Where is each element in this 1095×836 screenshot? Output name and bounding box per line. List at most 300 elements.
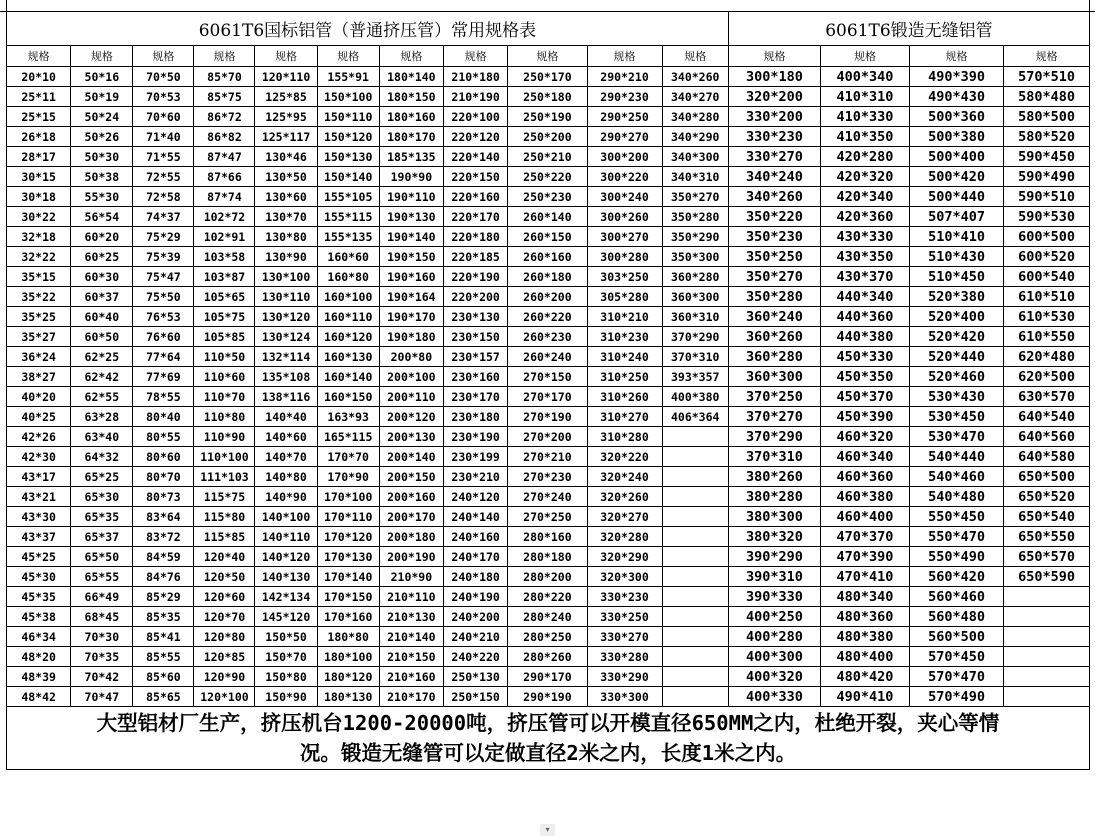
extruded-spec-cell[interactable]: 36*24 xyxy=(7,347,71,367)
extruded-spec-cell[interactable]: 340*260 xyxy=(662,67,728,87)
extruded-spec-cell[interactable]: 50*38 xyxy=(71,167,133,187)
extruded-spec-cell[interactable]: 320*240 xyxy=(587,467,662,487)
extruded-spec-cell[interactable]: 290*230 xyxy=(587,87,662,107)
forged-spec-cell[interactable]: 330*270 xyxy=(728,147,820,167)
extruded-spec-cell[interactable]: 85*29 xyxy=(133,587,194,607)
extruded-spec-cell[interactable]: 230*199 xyxy=(444,447,508,467)
forged-spec-cell[interactable]: 470*410 xyxy=(821,567,910,587)
forged-spec-cell[interactable]: 380*280 xyxy=(728,487,820,507)
extruded-spec-cell[interactable] xyxy=(662,487,728,507)
extruded-spec-cell[interactable]: 135*108 xyxy=(255,367,317,387)
extruded-spec-cell[interactable]: 48*20 xyxy=(7,647,71,667)
extruded-spec-cell[interactable]: 300*280 xyxy=(587,247,662,267)
extruded-spec-cell[interactable]: 180*170 xyxy=(379,127,443,147)
forged-spec-cell[interactable]: 640*540 xyxy=(1004,407,1090,427)
extruded-spec-cell[interactable]: 190*150 xyxy=(379,247,443,267)
extruded-spec-cell[interactable]: 150*90 xyxy=(255,687,317,707)
extruded-spec-cell[interactable] xyxy=(662,647,728,667)
extruded-spec-cell[interactable]: 130*100 xyxy=(255,267,317,287)
forged-spec-cell[interactable]: 440*380 xyxy=(821,327,910,347)
extruded-spec-cell[interactable]: 50*19 xyxy=(71,87,133,107)
extruded-spec-cell[interactable]: 87*66 xyxy=(194,167,255,187)
extruded-spec-cell[interactable]: 190*110 xyxy=(379,187,443,207)
extruded-spec-cell[interactable]: 60*50 xyxy=(71,327,133,347)
extruded-spec-cell[interactable]: 150*80 xyxy=(255,667,317,687)
extruded-spec-cell[interactable]: 200*110 xyxy=(379,387,443,407)
forged-spec-cell[interactable]: 590*510 xyxy=(1004,187,1090,207)
extruded-spec-cell[interactable]: 310*210 xyxy=(587,307,662,327)
extruded-spec-cell[interactable]: 155*135 xyxy=(317,227,379,247)
extruded-spec-cell[interactable]: 130*80 xyxy=(255,227,317,247)
extruded-spec-cell[interactable]: 185*135 xyxy=(379,147,443,167)
extruded-spec-cell[interactable]: 260*220 xyxy=(508,307,587,327)
extruded-spec-cell[interactable]: 250*170 xyxy=(508,67,587,87)
extruded-spec-cell[interactable]: 200*150 xyxy=(379,467,443,487)
extruded-spec-cell[interactable]: 250*130 xyxy=(444,667,508,687)
extruded-spec-cell[interactable]: 280*220 xyxy=(508,587,587,607)
extruded-spec-cell[interactable]: 80*70 xyxy=(133,467,194,487)
forged-spec-cell[interactable]: 420*280 xyxy=(821,147,910,167)
extruded-spec-cell[interactable]: 30*18 xyxy=(7,187,71,207)
extruded-spec-cell[interactable]: 160*100 xyxy=(317,287,379,307)
extruded-spec-cell[interactable]: 300*270 xyxy=(587,227,662,247)
extruded-spec-cell[interactable]: 50*16 xyxy=(71,67,133,87)
forged-spec-cell[interactable]: 570*470 xyxy=(909,667,1003,687)
extruded-spec-cell[interactable]: 65*30 xyxy=(71,487,133,507)
forged-spec-cell[interactable]: 610*550 xyxy=(1004,327,1090,347)
extruded-spec-cell[interactable]: 280*250 xyxy=(508,627,587,647)
extruded-spec-cell[interactable]: 180*150 xyxy=(379,87,443,107)
extruded-spec-cell[interactable]: 220*170 xyxy=(444,207,508,227)
extruded-spec-cell[interactable]: 240*220 xyxy=(444,647,508,667)
extruded-spec-cell[interactable]: 180*120 xyxy=(317,667,379,687)
extruded-spec-cell[interactable]: 270*170 xyxy=(508,387,587,407)
forged-spec-cell[interactable]: 360*280 xyxy=(728,347,820,367)
forged-spec-cell[interactable]: 390*290 xyxy=(728,547,820,567)
extruded-spec-cell[interactable]: 310*240 xyxy=(587,347,662,367)
extruded-spec-cell[interactable]: 220*200 xyxy=(444,287,508,307)
forged-spec-cell[interactable]: 450*370 xyxy=(821,387,910,407)
forged-spec-cell[interactable] xyxy=(1004,687,1090,707)
forged-spec-cell[interactable]: 470*390 xyxy=(821,547,910,567)
extruded-spec-cell[interactable]: 142*134 xyxy=(255,587,317,607)
forged-spec-cell[interactable]: 480*380 xyxy=(821,627,910,647)
extruded-spec-cell[interactable]: 62*25 xyxy=(71,347,133,367)
extruded-spec-cell[interactable]: 190*90 xyxy=(379,167,443,187)
forged-spec-cell[interactable] xyxy=(1004,607,1090,627)
extruded-spec-cell[interactable]: 290*270 xyxy=(587,127,662,147)
extruded-spec-cell[interactable]: 30*22 xyxy=(7,207,71,227)
extruded-spec-cell[interactable]: 140*130 xyxy=(255,567,317,587)
forged-spec-cell[interactable]: 370*290 xyxy=(728,427,820,447)
extruded-spec-cell[interactable]: 75*29 xyxy=(133,227,194,247)
forged-spec-cell[interactable]: 460*320 xyxy=(821,427,910,447)
extruded-spec-cell[interactable]: 320*280 xyxy=(587,527,662,547)
extruded-spec-cell[interactable]: 260*200 xyxy=(508,287,587,307)
extruded-spec-cell[interactable]: 85*41 xyxy=(133,627,194,647)
forged-spec-cell[interactable]: 450*390 xyxy=(821,407,910,427)
extruded-spec-cell[interactable]: 70*47 xyxy=(71,687,133,707)
extruded-spec-cell[interactable]: 25*11 xyxy=(7,87,71,107)
extruded-spec-cell[interactable]: 42*30 xyxy=(7,447,71,467)
extruded-spec-cell[interactable]: 62*42 xyxy=(71,367,133,387)
extruded-spec-cell[interactable]: 230*157 xyxy=(444,347,508,367)
forged-spec-cell[interactable]: 340*240 xyxy=(728,167,820,187)
forged-spec-cell[interactable]: 430*350 xyxy=(821,247,910,267)
extruded-spec-cell[interactable]: 85*35 xyxy=(133,607,194,627)
extruded-spec-cell[interactable]: 320*220 xyxy=(587,447,662,467)
extruded-spec-cell[interactable]: 260*180 xyxy=(508,267,587,287)
extruded-spec-cell[interactable]: 340*290 xyxy=(662,127,728,147)
extruded-spec-cell[interactable]: 35*22 xyxy=(7,287,71,307)
extruded-spec-cell[interactable]: 140*120 xyxy=(255,547,317,567)
extruded-spec-cell[interactable]: 310*270 xyxy=(587,407,662,427)
forged-spec-cell[interactable]: 580*500 xyxy=(1004,107,1090,127)
extruded-spec-cell[interactable] xyxy=(662,627,728,647)
extruded-spec-cell[interactable]: 290*170 xyxy=(508,667,587,687)
extruded-spec-cell[interactable]: 75*39 xyxy=(133,247,194,267)
extruded-spec-cell[interactable]: 43*30 xyxy=(7,507,71,527)
forged-spec-cell[interactable]: 460*400 xyxy=(821,507,910,527)
extruded-spec-cell[interactable]: 200*120 xyxy=(379,407,443,427)
extruded-spec-cell[interactable]: 270*190 xyxy=(508,407,587,427)
forged-spec-cell[interactable]: 540*440 xyxy=(909,447,1003,467)
extruded-spec-cell[interactable]: 62*55 xyxy=(71,387,133,407)
extruded-spec-cell[interactable]: 260*160 xyxy=(508,247,587,267)
extruded-spec-cell[interactable]: 230*180 xyxy=(444,407,508,427)
extruded-spec-cell[interactable]: 60*40 xyxy=(71,307,133,327)
forged-spec-cell[interactable]: 510*430 xyxy=(909,247,1003,267)
extruded-spec-cell[interactable]: 115*75 xyxy=(194,487,255,507)
extruded-spec-cell[interactable]: 180*100 xyxy=(317,647,379,667)
extruded-spec-cell[interactable]: 80*55 xyxy=(133,427,194,447)
forged-spec-cell[interactable]: 410*330 xyxy=(821,107,910,127)
extruded-spec-cell[interactable]: 360*310 xyxy=(662,307,728,327)
extruded-spec-cell[interactable] xyxy=(662,447,728,467)
extruded-spec-cell[interactable]: 160*80 xyxy=(317,267,379,287)
extruded-spec-cell[interactable]: 60*37 xyxy=(71,287,133,307)
forged-spec-cell[interactable]: 500*440 xyxy=(909,187,1003,207)
forged-spec-cell[interactable]: 507*407 xyxy=(909,207,1003,227)
extruded-spec-cell[interactable]: 160*130 xyxy=(317,347,379,367)
extruded-spec-cell[interactable]: 150*100 xyxy=(317,87,379,107)
extruded-spec-cell[interactable]: 43*37 xyxy=(7,527,71,547)
extruded-spec-cell[interactable]: 340*310 xyxy=(662,167,728,187)
extruded-spec-cell[interactable]: 85*75 xyxy=(194,87,255,107)
forged-spec-cell[interactable]: 490*390 xyxy=(909,67,1003,87)
extruded-spec-cell[interactable]: 330*230 xyxy=(587,587,662,607)
forged-spec-cell[interactable]: 650*550 xyxy=(1004,527,1090,547)
extruded-spec-cell[interactable]: 72*55 xyxy=(133,167,194,187)
forged-spec-cell[interactable]: 550*490 xyxy=(909,547,1003,567)
extruded-spec-cell[interactable]: 150*110 xyxy=(317,107,379,127)
extruded-spec-cell[interactable]: 77*64 xyxy=(133,347,194,367)
extruded-spec-cell[interactable]: 35*25 xyxy=(7,307,71,327)
extruded-spec-cell[interactable]: 63*40 xyxy=(71,427,133,447)
extruded-spec-cell[interactable]: 64*32 xyxy=(71,447,133,467)
extruded-spec-cell[interactable]: 200*80 xyxy=(379,347,443,367)
extruded-spec-cell[interactable]: 350*300 xyxy=(662,247,728,267)
extruded-spec-cell[interactable]: 240*160 xyxy=(444,527,508,547)
extruded-spec-cell[interactable]: 105*75 xyxy=(194,307,255,327)
extruded-spec-cell[interactable]: 120*90 xyxy=(194,667,255,687)
extruded-spec-cell[interactable]: 45*35 xyxy=(7,587,71,607)
extruded-spec-cell[interactable]: 180*80 xyxy=(317,627,379,647)
forged-spec-cell[interactable]: 340*260 xyxy=(728,187,820,207)
extruded-spec-cell[interactable]: 103*87 xyxy=(194,267,255,287)
extruded-spec-cell[interactable]: 70*53 xyxy=(133,87,194,107)
forged-spec-cell[interactable]: 360*260 xyxy=(728,327,820,347)
forged-spec-cell[interactable]: 400*280 xyxy=(728,627,820,647)
extruded-spec-cell[interactable] xyxy=(662,467,728,487)
extruded-spec-cell[interactable]: 170*110 xyxy=(317,507,379,527)
forged-spec-cell[interactable]: 300*180 xyxy=(728,67,820,87)
extruded-spec-cell[interactable]: 50*26 xyxy=(71,127,133,147)
extruded-spec-cell[interactable]: 160*110 xyxy=(317,307,379,327)
extruded-spec-cell[interactable]: 200*140 xyxy=(379,447,443,467)
extruded-spec-cell[interactable]: 170*120 xyxy=(317,527,379,547)
extruded-spec-cell[interactable]: 260*140 xyxy=(508,207,587,227)
extruded-spec-cell[interactable]: 260*150 xyxy=(508,227,587,247)
extruded-spec-cell[interactable]: 43*17 xyxy=(7,467,71,487)
extruded-spec-cell[interactable]: 300*240 xyxy=(587,187,662,207)
extruded-spec-cell[interactable]: 200*190 xyxy=(379,547,443,567)
extruded-spec-cell[interactable]: 170*90 xyxy=(317,467,379,487)
forged-spec-cell[interactable]: 640*560 xyxy=(1004,427,1090,447)
extruded-spec-cell[interactable]: 270*210 xyxy=(508,447,587,467)
forged-spec-cell[interactable]: 650*540 xyxy=(1004,507,1090,527)
extruded-spec-cell[interactable]: 220*120 xyxy=(444,127,508,147)
extruded-spec-cell[interactable]: 46*34 xyxy=(7,627,71,647)
extruded-spec-cell[interactable]: 350*280 xyxy=(662,207,728,227)
extruded-spec-cell[interactable]: 45*25 xyxy=(7,547,71,567)
extruded-spec-cell[interactable]: 85*60 xyxy=(133,667,194,687)
extruded-spec-cell[interactable]: 320*300 xyxy=(587,567,662,587)
extruded-spec-cell[interactable]: 190*164 xyxy=(379,287,443,307)
extruded-spec-cell[interactable]: 84*59 xyxy=(133,547,194,567)
extruded-spec-cell[interactable]: 210*170 xyxy=(379,687,443,707)
forged-spec-cell[interactable]: 530*430 xyxy=(909,387,1003,407)
forged-spec-cell[interactable]: 560*500 xyxy=(909,627,1003,647)
forged-spec-cell[interactable]: 320*200 xyxy=(728,87,820,107)
extruded-spec-cell[interactable]: 160*120 xyxy=(317,327,379,347)
forged-spec-cell[interactable]: 650*520 xyxy=(1004,487,1090,507)
extruded-spec-cell[interactable]: 86*72 xyxy=(194,107,255,127)
extruded-spec-cell[interactable]: 210*160 xyxy=(379,667,443,687)
extruded-spec-cell[interactable]: 190*180 xyxy=(379,327,443,347)
extruded-spec-cell[interactable]: 230*160 xyxy=(444,367,508,387)
extruded-spec-cell[interactable]: 210*110 xyxy=(379,587,443,607)
extruded-spec-cell[interactable]: 30*15 xyxy=(7,167,71,187)
extruded-spec-cell[interactable]: 190*170 xyxy=(379,307,443,327)
extruded-spec-cell[interactable]: 78*55 xyxy=(133,387,194,407)
extruded-spec-cell[interactable] xyxy=(662,427,728,447)
extruded-spec-cell[interactable]: 330*270 xyxy=(587,627,662,647)
extruded-spec-cell[interactable]: 320*270 xyxy=(587,507,662,527)
forged-spec-cell[interactable]: 380*260 xyxy=(728,467,820,487)
extruded-spec-cell[interactable]: 65*37 xyxy=(71,527,133,547)
extruded-spec-cell[interactable]: 130*60 xyxy=(255,187,317,207)
extruded-spec-cell[interactable]: 220*150 xyxy=(444,167,508,187)
extruded-spec-cell[interactable]: 65*55 xyxy=(71,567,133,587)
extruded-spec-cell[interactable]: 48*39 xyxy=(7,667,71,687)
forged-spec-cell[interactable]: 530*470 xyxy=(909,427,1003,447)
extruded-spec-cell[interactable]: 150*130 xyxy=(317,147,379,167)
forged-spec-cell[interactable]: 330*200 xyxy=(728,107,820,127)
extruded-spec-cell[interactable]: 130*120 xyxy=(255,307,317,327)
forged-spec-cell[interactable]: 440*340 xyxy=(821,287,910,307)
forged-spec-cell[interactable]: 470*370 xyxy=(821,527,910,547)
extruded-spec-cell[interactable]: 280*200 xyxy=(508,567,587,587)
extruded-spec-cell[interactable]: 140*70 xyxy=(255,447,317,467)
forged-spec-cell[interactable]: 480*360 xyxy=(821,607,910,627)
forged-spec-cell[interactable]: 480*400 xyxy=(821,647,910,667)
extruded-spec-cell[interactable]: 230*190 xyxy=(444,427,508,447)
extruded-spec-cell[interactable]: 310*230 xyxy=(587,327,662,347)
extruded-spec-cell[interactable]: 76*53 xyxy=(133,307,194,327)
extruded-spec-cell[interactable]: 50*24 xyxy=(71,107,133,127)
forged-spec-cell[interactable]: 560*420 xyxy=(909,567,1003,587)
forged-spec-cell[interactable]: 650*590 xyxy=(1004,567,1090,587)
forged-spec-cell[interactable]: 520*400 xyxy=(909,307,1003,327)
forged-spec-cell[interactable]: 580*480 xyxy=(1004,87,1090,107)
extruded-spec-cell[interactable]: 280*240 xyxy=(508,607,587,627)
forged-spec-cell[interactable]: 500*400 xyxy=(909,147,1003,167)
extruded-spec-cell[interactable] xyxy=(662,587,728,607)
extruded-spec-cell[interactable]: 260*230 xyxy=(508,327,587,347)
extruded-spec-cell[interactable]: 310*260 xyxy=(587,387,662,407)
forged-spec-cell[interactable]: 400*300 xyxy=(728,647,820,667)
extruded-spec-cell[interactable]: 103*58 xyxy=(194,247,255,267)
extruded-spec-cell[interactable]: 130*46 xyxy=(255,147,317,167)
extruded-spec-cell[interactable]: 140*90 xyxy=(255,487,317,507)
forged-spec-cell[interactable]: 550*450 xyxy=(909,507,1003,527)
extruded-spec-cell[interactable]: 87*74 xyxy=(194,187,255,207)
extruded-spec-cell[interactable]: 85*55 xyxy=(133,647,194,667)
forged-spec-cell[interactable]: 580*520 xyxy=(1004,127,1090,147)
extruded-spec-cell[interactable]: 120*50 xyxy=(194,567,255,587)
forged-spec-cell[interactable]: 480*340 xyxy=(821,587,910,607)
forged-spec-cell[interactable]: 520*460 xyxy=(909,367,1003,387)
forged-spec-cell[interactable]: 560*480 xyxy=(909,607,1003,627)
extruded-spec-cell[interactable]: 180*130 xyxy=(317,687,379,707)
extruded-spec-cell[interactable]: 220*140 xyxy=(444,147,508,167)
forged-spec-cell[interactable]: 550*470 xyxy=(909,527,1003,547)
extruded-spec-cell[interactable]: 65*35 xyxy=(71,507,133,527)
extruded-spec-cell[interactable]: 330*280 xyxy=(587,647,662,667)
extruded-spec-cell[interactable]: 240*140 xyxy=(444,507,508,527)
extruded-spec-cell[interactable]: 63*28 xyxy=(71,407,133,427)
forged-spec-cell[interactable]: 390*310 xyxy=(728,567,820,587)
forged-spec-cell[interactable]: 510*410 xyxy=(909,227,1003,247)
extruded-spec-cell[interactable]: 155*105 xyxy=(317,187,379,207)
extruded-spec-cell[interactable]: 180*140 xyxy=(379,67,443,87)
extruded-spec-cell[interactable]: 140*40 xyxy=(255,407,317,427)
extruded-spec-cell[interactable]: 70*30 xyxy=(71,627,133,647)
extruded-spec-cell[interactable]: 140*110 xyxy=(255,527,317,547)
extruded-spec-cell[interactable]: 110*80 xyxy=(194,407,255,427)
extruded-spec-cell[interactable]: 310*250 xyxy=(587,367,662,387)
forged-spec-cell[interactable]: 480*420 xyxy=(821,667,910,687)
forged-spec-cell[interactable]: 540*460 xyxy=(909,467,1003,487)
extruded-spec-cell[interactable]: 130*70 xyxy=(255,207,317,227)
forged-spec-cell[interactable]: 640*580 xyxy=(1004,447,1090,467)
forged-spec-cell[interactable]: 410*310 xyxy=(821,87,910,107)
forged-spec-cell[interactable]: 490*430 xyxy=(909,87,1003,107)
forged-spec-cell[interactable]: 500*380 xyxy=(909,127,1003,147)
extruded-spec-cell[interactable]: 130*110 xyxy=(255,287,317,307)
extruded-spec-cell[interactable]: 200*130 xyxy=(379,427,443,447)
extruded-spec-cell[interactable]: 76*60 xyxy=(133,327,194,347)
extruded-spec-cell[interactable]: 45*38 xyxy=(7,607,71,627)
extruded-spec-cell[interactable]: 290*210 xyxy=(587,67,662,87)
forged-spec-cell[interactable]: 330*230 xyxy=(728,127,820,147)
extruded-spec-cell[interactable]: 70*42 xyxy=(71,667,133,687)
extruded-spec-cell[interactable]: 340*270 xyxy=(662,87,728,107)
extruded-spec-cell[interactable]: 163*93 xyxy=(317,407,379,427)
extruded-spec-cell[interactable]: 102*72 xyxy=(194,207,255,227)
forged-spec-cell[interactable]: 460*380 xyxy=(821,487,910,507)
extruded-spec-cell[interactable]: 305*280 xyxy=(587,287,662,307)
forged-spec-cell[interactable]: 350*230 xyxy=(728,227,820,247)
forged-spec-cell[interactable]: 450*330 xyxy=(821,347,910,367)
extruded-spec-cell[interactable]: 210*140 xyxy=(379,627,443,647)
extruded-spec-cell[interactable]: 20*10 xyxy=(7,67,71,87)
forged-spec-cell[interactable]: 410*350 xyxy=(821,127,910,147)
extruded-spec-cell[interactable]: 370*310 xyxy=(662,347,728,367)
extruded-spec-cell[interactable]: 180*160 xyxy=(379,107,443,127)
extruded-spec-cell[interactable]: 160*150 xyxy=(317,387,379,407)
extruded-spec-cell[interactable]: 150*140 xyxy=(317,167,379,187)
extruded-spec-cell[interactable]: 115*80 xyxy=(194,507,255,527)
forged-spec-cell[interactable]: 590*530 xyxy=(1004,207,1090,227)
forged-spec-cell[interactable]: 440*360 xyxy=(821,307,910,327)
forged-spec-cell[interactable]: 350*280 xyxy=(728,287,820,307)
extruded-spec-cell[interactable]: 87*47 xyxy=(194,147,255,167)
extruded-spec-cell[interactable]: 160*60 xyxy=(317,247,379,267)
forged-spec-cell[interactable]: 600*500 xyxy=(1004,227,1090,247)
extruded-spec-cell[interactable]: 28*17 xyxy=(7,147,71,167)
extruded-spec-cell[interactable]: 86*82 xyxy=(194,127,255,147)
forged-spec-cell[interactable]: 520*380 xyxy=(909,287,1003,307)
extruded-spec-cell[interactable]: 110*50 xyxy=(194,347,255,367)
extruded-spec-cell[interactable]: 120*100 xyxy=(194,687,255,707)
extruded-spec-cell[interactable]: 110*60 xyxy=(194,367,255,387)
extruded-spec-cell[interactable]: 270*230 xyxy=(508,467,587,487)
extruded-spec-cell[interactable]: 138*116 xyxy=(255,387,317,407)
forged-spec-cell[interactable]: 350*250 xyxy=(728,247,820,267)
forged-spec-cell[interactable]: 430*330 xyxy=(821,227,910,247)
extruded-spec-cell[interactable]: 85*70 xyxy=(194,67,255,87)
extruded-spec-cell[interactable]: 110*100 xyxy=(194,447,255,467)
extruded-spec-cell[interactable]: 70*60 xyxy=(133,107,194,127)
extruded-spec-cell[interactable]: 150*120 xyxy=(317,127,379,147)
forged-spec-cell[interactable]: 430*370 xyxy=(821,267,910,287)
extruded-spec-cell[interactable]: 83*72 xyxy=(133,527,194,547)
extruded-spec-cell[interactable]: 132*114 xyxy=(255,347,317,367)
forged-spec-cell[interactable]: 400*330 xyxy=(728,687,820,707)
extruded-spec-cell[interactable]: 43*21 xyxy=(7,487,71,507)
extruded-spec-cell[interactable]: 45*30 xyxy=(7,567,71,587)
forged-spec-cell[interactable]: 380*320 xyxy=(728,527,820,547)
extruded-spec-cell[interactable]: 105*65 xyxy=(194,287,255,307)
forged-spec-cell[interactable]: 460*340 xyxy=(821,447,910,467)
extruded-spec-cell[interactable] xyxy=(662,687,728,707)
extruded-spec-cell[interactable]: 110*70 xyxy=(194,387,255,407)
extruded-spec-cell[interactable] xyxy=(662,667,728,687)
extruded-spec-cell[interactable]: 75*47 xyxy=(133,267,194,287)
extruded-spec-cell[interactable]: 270*240 xyxy=(508,487,587,507)
